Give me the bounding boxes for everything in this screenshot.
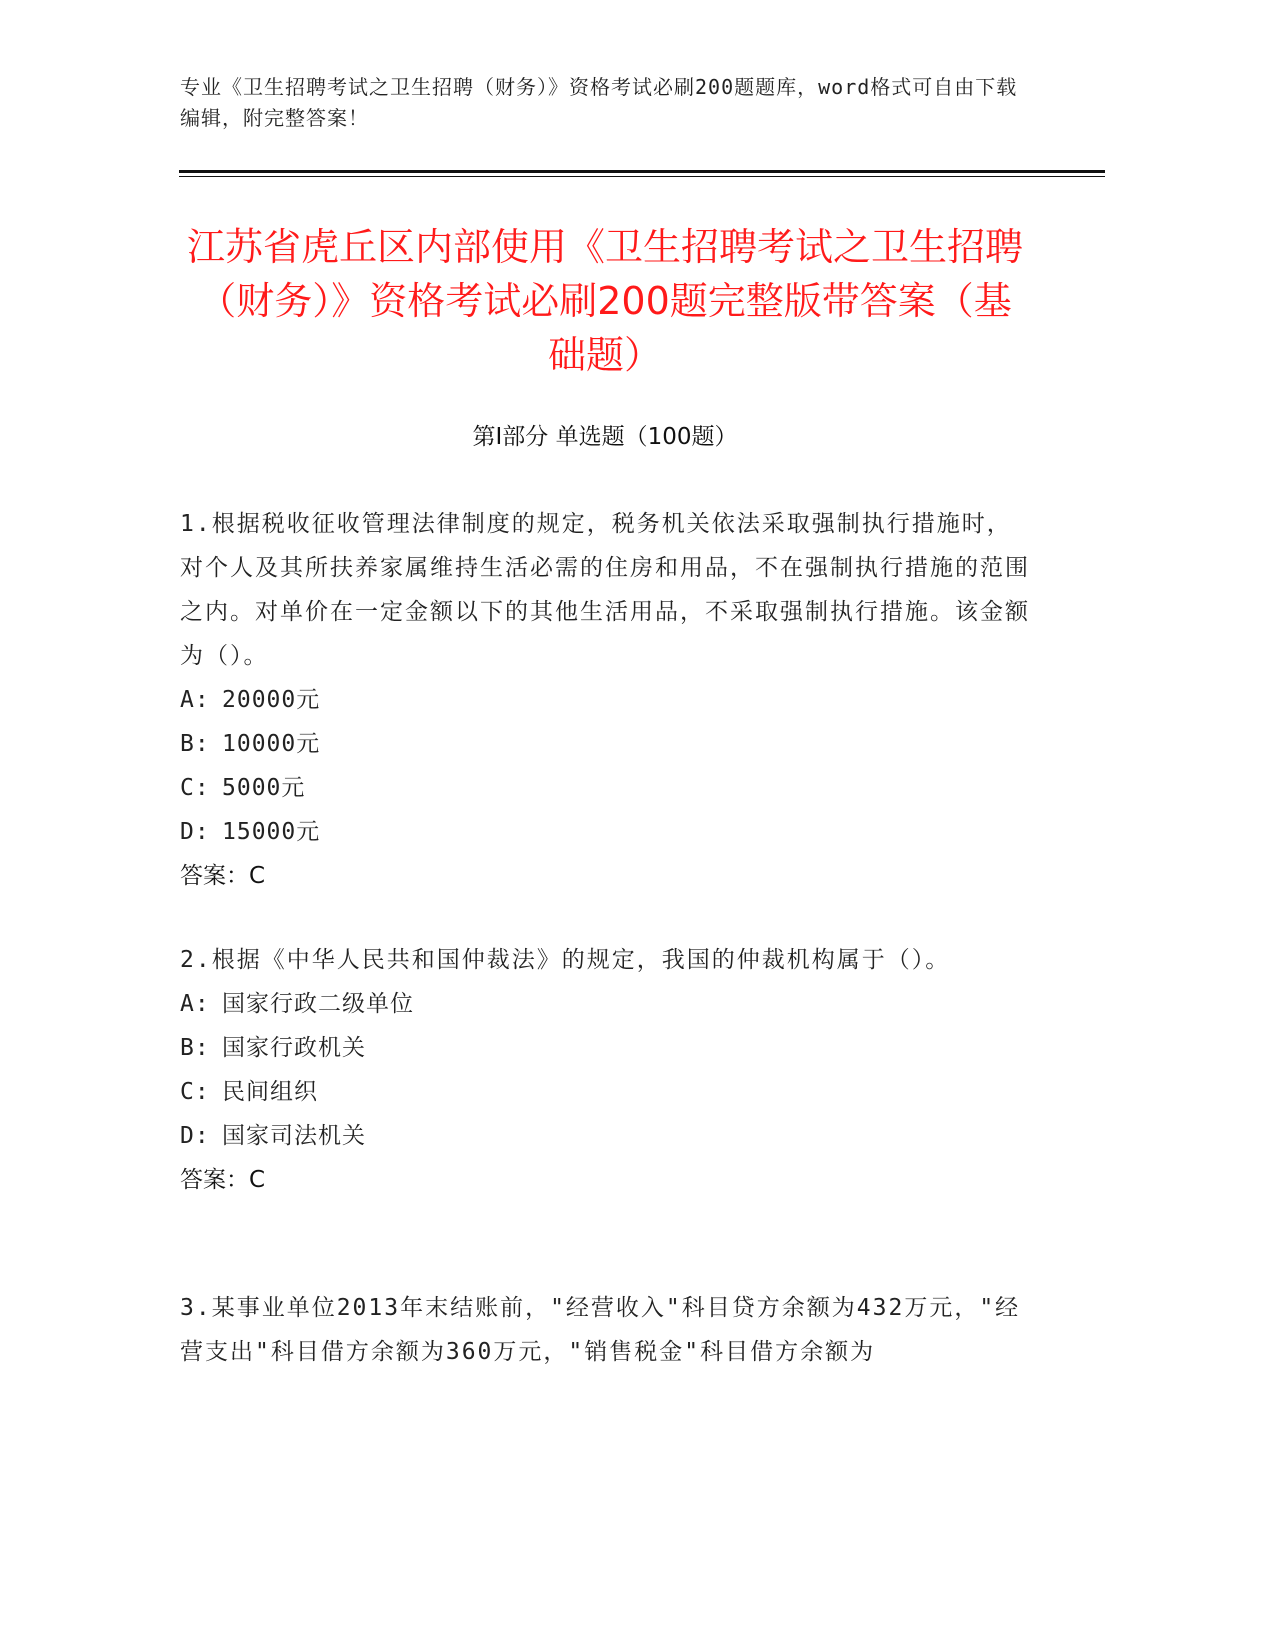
option-text: 民间组织 (222, 1079, 318, 1105)
question-3 (180, 1286, 1030, 1374)
header-note: 专业《卫生招聘考试之卫生招聘（财务）》资格考试必刷200题题库，word格式可自由下载编辑，附完整答案！ (180, 75, 1018, 130)
answer-line (180, 854, 1030, 898)
option-b (180, 722, 1030, 766)
document-title: 江苏省虎丘区内部使用《卫生招聘考试之卫生招聘（财务）》资格考试必刷200题完整版带答案（基础题） (186, 225, 1023, 377)
option-label: D: (180, 1123, 210, 1149)
option-text: 国家行政机关 (222, 1035, 366, 1061)
answer-value: C (249, 1167, 266, 1193)
option-text: 20000元 (222, 687, 321, 713)
option-d (180, 810, 1030, 854)
option-c (180, 1070, 1030, 1114)
answer-prefix: 答案： (180, 1167, 249, 1193)
option-a (180, 678, 1030, 722)
section-title: 第Ⅰ部分 单选题（100题） (472, 424, 738, 450)
header-divider-thin (179, 176, 1105, 177)
option-label: A: (180, 687, 210, 713)
option-label: B: (180, 731, 210, 757)
question-stem: 3.某事业单位2013年末结账前，"经营收入"科目贷方余额为432万元，"经营支出"科目借方余额为360万元，"销售税金"科目借方余额为 (180, 1295, 1021, 1365)
option-label: B: (180, 1035, 210, 1061)
option-d (180, 1114, 1030, 1158)
question-stem: 2.根据《中华人民共和国仲裁法》的规定，我国的仲裁机构属于（）。 (180, 947, 951, 973)
option-b (180, 1026, 1030, 1070)
option-text: 15000元 (222, 819, 321, 845)
answer-prefix: 答案： (180, 863, 249, 889)
option-text: 国家行政二级单位 (222, 991, 414, 1017)
question-stem: 1.根据税收征收管理法律制度的规定，税务机关依法采取强制执行措施时，对个人及其所扶养家属维持生活必需的住房和用品，不在强制执行措施的范围之内。对单价在一定金额以下的其他生活用品，不采取强制执行措施。该金额为（）。 (180, 511, 1030, 669)
option-a (180, 982, 1030, 1026)
option-c (180, 766, 1030, 810)
option-list (180, 678, 1030, 854)
option-list (180, 982, 1030, 1158)
answer-line (180, 1158, 1030, 1202)
option-text: 国家司法机关 (222, 1123, 366, 1149)
question-2 (180, 938, 1030, 1202)
option-label: A: (180, 991, 210, 1017)
option-text: 5000元 (222, 775, 306, 801)
option-text: 10000元 (222, 731, 321, 757)
option-label: C: (180, 775, 210, 801)
answer-value: C (249, 863, 266, 889)
option-label: C: (180, 1079, 210, 1105)
option-label: D: (180, 819, 210, 845)
header-divider-thick (179, 170, 1105, 173)
question-1 (180, 502, 1030, 898)
